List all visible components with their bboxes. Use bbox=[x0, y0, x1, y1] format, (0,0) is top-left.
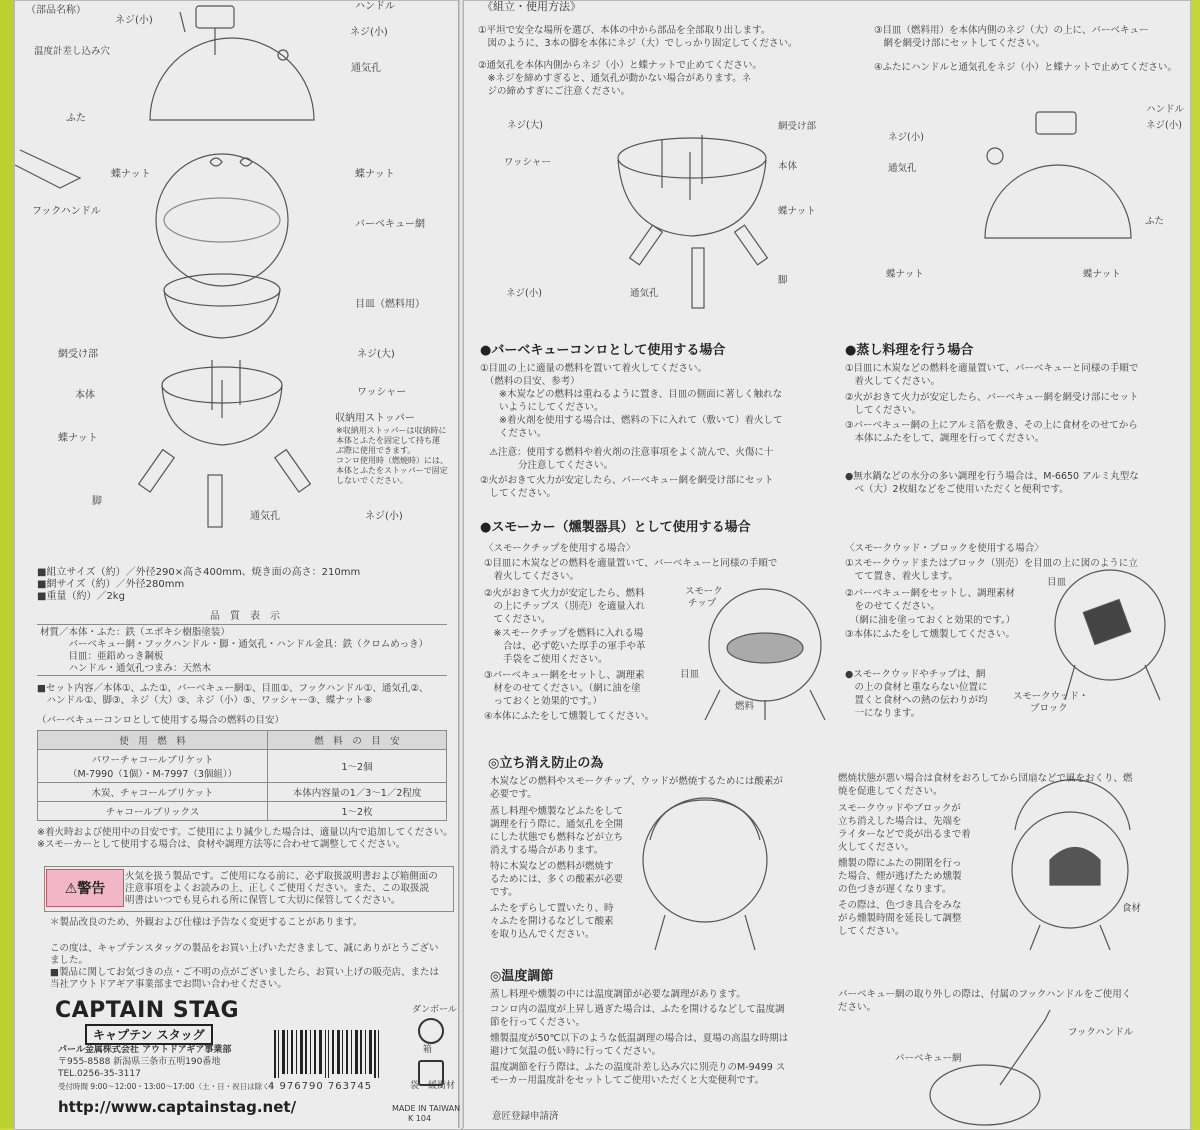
product-code: K 104 bbox=[408, 1114, 432, 1123]
change-note: ＊製品改良のため、外観および仕様は予告なく変更することがあります。 bbox=[50, 917, 363, 928]
fire-line-8: るためには、多くの酸素が必要 bbox=[490, 874, 624, 885]
fire-right-line-8: た場合、煙が逃げたため燻製 bbox=[838, 871, 962, 882]
wood-line-4: をのせてください。 bbox=[845, 601, 941, 612]
chip-label-chip: チップ bbox=[688, 598, 717, 609]
warning-line-1: 火気を扱う製品です。ご使用になる前に、必ず取扱説明書および箱側面の bbox=[125, 871, 438, 882]
wood-line-3: ②バーベキュー網をセットし、調理素材 bbox=[845, 588, 1016, 599]
step3-line-2: 網を網受け部にセットしてください。 bbox=[874, 38, 1046, 49]
leg-illustration bbox=[139, 450, 175, 492]
warning-line-3: 明書はいつでも見られる所に保管して大切に保管してください。 bbox=[125, 895, 401, 906]
quality-line-4: ハンドル・通気孔つまみ：天然木 bbox=[40, 663, 212, 674]
fire-right-line-6: 火してください。 bbox=[838, 842, 915, 853]
set-contents-2: ハンドル①、脚③、ネジ（大）③、ネジ（小）⑤、ワッシャー③、蝶ナット⑧ bbox=[37, 695, 373, 706]
steam-line-9: べ（大）2枚組などをご使用いただくと便利です。 bbox=[845, 484, 1069, 495]
bbq-line-2: （燃料の目安、参考） bbox=[480, 376, 580, 387]
label-wingnut-right: 蝶ナット bbox=[355, 169, 395, 180]
wood-line-11: 一になります。 bbox=[845, 708, 921, 719]
step3-line-1: ③目皿（燃料用）を本体内側のネジ（大）の上に、バーベキュー bbox=[874, 25, 1149, 36]
wood-line-1: ①スモークウッドまたはブロック（別売）を目皿の上に図のように立 bbox=[845, 558, 1138, 569]
recycle-icon bbox=[418, 1018, 444, 1044]
step2-line-3: ジの締めすぎにご注意ください。 bbox=[478, 86, 631, 97]
mid-label-neji-large: ネジ(大) bbox=[507, 120, 543, 131]
bbq-line-8: 分注意してください。 bbox=[480, 460, 614, 471]
company-hours: 受付時間 9:00〜12:00・13:00〜17:00（土・日・祝日は除く） bbox=[58, 1082, 278, 1091]
right-label-neji-small-b: ネジ(小) bbox=[888, 132, 924, 143]
bbq-line-1: ①目皿の上に適量の燃料を置いて着火してください。 bbox=[480, 363, 708, 374]
right-label-wingnut-b: 蝶ナット bbox=[1083, 269, 1121, 280]
label-grate: 目皿（燃料用） bbox=[355, 299, 425, 310]
temp-line-6: 温度調節を行う際は、ふたの温度計差し込み穴に別売りのM-9499 ス bbox=[490, 1062, 786, 1073]
thanks-line-1: この度は、キャプテンスタッグの製品をお買い上げいただきまして、誠にありがとうござい bbox=[50, 943, 439, 954]
label-body: 本体 bbox=[75, 390, 95, 401]
step2-line-2: ※ネジを締めすぎると、通気孔が動かない場合があります。ネ bbox=[478, 73, 752, 84]
right-label-neji-small-a: ネジ(小) bbox=[1146, 120, 1182, 131]
fire-right-line-1: 燃焼状態が悪い場合は食材をおろしてから団扇などで風をおくり、燃 bbox=[838, 773, 1133, 784]
right-label-handle: ハンドル bbox=[1146, 104, 1185, 115]
temp-line-4: 燻製温度が50℃以下のような低温調理の場合は、夏場の高温な時期は bbox=[490, 1033, 789, 1044]
mid-label-washer: ワッシャー bbox=[504, 157, 551, 168]
bbq-line-6: ください。 bbox=[480, 428, 547, 439]
fuel-amount-cell: 1〜2個 bbox=[268, 750, 447, 783]
steam-line-5: ③バーベキュー網の上にアルミ箔を敷き、その上に食材をのせてから bbox=[845, 420, 1138, 431]
quality-line-2: バーベキュー網・フックハンドル・脚・通気孔・ハンドル金具：鉄（クロムめっき） bbox=[40, 639, 429, 650]
fire-line-1: 木炭などの燃料やスモークチップ、ウッドが燃焼するためには酸素が bbox=[490, 776, 783, 787]
fire-line-12: を取り込んでください。 bbox=[490, 929, 595, 940]
label-net-rest: 網受け部 bbox=[58, 349, 98, 360]
label-hook-handle: フックハンドル bbox=[32, 206, 101, 217]
temp-line-7: モーカー用温度計をセットしてご使用いただくと大変便利です。 bbox=[490, 1075, 765, 1086]
steam-section-title: ●蒸し料理を行う場合 bbox=[845, 343, 974, 358]
bbq-line-10: してください。 bbox=[480, 488, 557, 499]
warning-line-2: 注意事項をよくお読みの上、正しくご使用ください。また、この取扱説 bbox=[125, 883, 430, 894]
fire-right-line-3: スモークウッドやブロックが bbox=[838, 803, 961, 814]
net-label-hook: フックハンドル bbox=[1068, 1027, 1134, 1038]
wood-line-10: 置くと食材への熱の伝わりが均 bbox=[845, 695, 988, 706]
fire-line-11: 々ふたを開けるなどして酸素 bbox=[490, 916, 614, 927]
temp-section-title: ◎温度調節 bbox=[490, 969, 554, 984]
fire-line-3: 蒸し料理や燻製などふたをして bbox=[490, 806, 624, 817]
brand-kana: キャプテン スタッグ bbox=[85, 1024, 213, 1045]
label-neji-small: ネジ(小) bbox=[115, 15, 153, 26]
spec-assembled-size: ■組立サイズ（約）／外径290×高さ400mm、焼き面の高さ：210mm bbox=[37, 567, 361, 578]
bbq-section-title: ●バーベキューコンロとして使用する場合 bbox=[480, 343, 726, 358]
chip-line-6: ※スモークチップを燃料に入れる場 bbox=[484, 628, 644, 639]
thanks-line-2: ました。 bbox=[50, 955, 89, 966]
set-contents: ■セット内容／本体①、ふた①、バーベキュー網①、目皿①、フックハンドル①、通気孔②、 bbox=[37, 683, 429, 694]
chip-line-12: ④本体にふたをして燻製してください。 bbox=[484, 711, 655, 722]
fire-right-line-7: 燻製の際にふたの開閉を行っ bbox=[838, 858, 962, 869]
mid-label-net-rest: 網受け部 bbox=[778, 121, 817, 132]
fire-section-title: ◎立ち消え防止の為 bbox=[488, 756, 604, 771]
chip-label-grate: 目皿 bbox=[680, 669, 700, 680]
temp-line-2: コンロ内の温度が上昇し過ぎた場合は、ふたを開けるなどして温度調 bbox=[490, 1004, 785, 1015]
step4-line: ④ふたにハンドルと通気孔をネジ（小）と蝶ナットで止めてください。 bbox=[874, 62, 1177, 73]
table-row bbox=[38, 750, 447, 783]
table-row bbox=[38, 783, 447, 802]
bbq-line-3: ※木炭などの燃料は重ねるように置き、目皿の側面に著しく触れな bbox=[480, 389, 783, 400]
temp-line-5: 避けて気温の低い時に行ってください。 bbox=[490, 1046, 662, 1057]
chip-line-4: の上にチップス（別売）を適量入れ bbox=[484, 601, 645, 612]
chip-line-5: てください。 bbox=[484, 614, 551, 625]
smoker-section-title: ●スモーカー（燻製器具）として使用する場合 bbox=[480, 520, 751, 535]
fire-line-10: ふたをずらして置いたり、時 bbox=[490, 903, 614, 914]
fire-line-9: です。 bbox=[490, 887, 518, 898]
fuel-table bbox=[37, 730, 447, 821]
step2-line-1: ②通気孔を本体内側からネジ（小）と蝶ナットで止めてください。 bbox=[478, 60, 762, 71]
label-handle: ハンドル bbox=[355, 1, 395, 12]
fire-right-line-9: の色づきが遅くなります。 bbox=[838, 884, 952, 895]
wood-label-block: ブロック bbox=[1030, 703, 1068, 714]
food-label: 食材 bbox=[1122, 903, 1142, 914]
net-label-net: バーベキュー網 bbox=[895, 1053, 962, 1064]
label-neji-small-bottom: ネジ(小) bbox=[365, 511, 403, 522]
recycle-box-label: 箱 bbox=[423, 1045, 433, 1055]
bbq-line-4: いようにしてください。 bbox=[480, 402, 604, 413]
fuel-header-amount: 燃 料 の 目 安 bbox=[268, 731, 447, 750]
mid-label-leg: 脚 bbox=[778, 275, 788, 286]
temp-line-3: 節を行ってください。 bbox=[490, 1017, 586, 1028]
mid-label-vent: 通気孔 bbox=[630, 288, 659, 299]
made-in: MADE IN TAIWAN bbox=[392, 1104, 461, 1113]
chip-line-7: 合は、必ず乾いた厚手の軍手や革 bbox=[484, 641, 646, 652]
chip-line-10: 材をのせてください。（網に油を塗 bbox=[484, 683, 641, 694]
label-washer: ワッシャー bbox=[357, 387, 407, 398]
fuel-header-fuel: 使 用 燃 料 bbox=[38, 731, 268, 750]
grate-illustration bbox=[164, 274, 280, 306]
temp-line-1: 蒸し料理や燻製の中には温度調節が必要な調理があります。 bbox=[490, 989, 746, 1000]
step1-line-1: ①平坦で安全な場所を選び、本体の中から部品を全部取り出します。 bbox=[478, 25, 771, 36]
thanks-line-4: 当社アウトドアギア事業部までお問い合わせください。 bbox=[50, 979, 287, 990]
wood-line-6: ③本体にふたをして燻製してください。 bbox=[845, 629, 1016, 640]
steam-line-8: ●無水鍋などの水分の多い調理を行う場合は、M-6650 アルミ丸型な bbox=[845, 471, 1139, 482]
label-vent: 通気孔 bbox=[351, 63, 381, 74]
wood-line-9: の上の食材と重ならない位置に bbox=[845, 682, 988, 693]
chip-line-3: ②火がおきて火力が安定したら、燃料 bbox=[484, 588, 645, 599]
chip-line-8: 手袋をご使用ください。 bbox=[484, 654, 608, 665]
website-url: http://www.captainstag.net/ bbox=[58, 1098, 297, 1116]
barcode-number: 4 976790 763745 bbox=[268, 1081, 373, 1092]
steam-line-2: 着火してください。 bbox=[845, 376, 941, 387]
company-name: パール金属株式会社 アウトドアギア事業部 bbox=[58, 1045, 232, 1055]
warning-badge: ⚠警告 bbox=[46, 869, 124, 907]
label-bbq-net: バーベキュー網 bbox=[355, 219, 425, 230]
wood-label-grate: 目皿 bbox=[1047, 577, 1067, 588]
wood-line-2: てて置き、着火します。 bbox=[845, 571, 958, 582]
right-label-wingnut-a: 蝶ナット bbox=[886, 269, 924, 280]
fire-line-7: 特に木炭などの燃料が燃焼す bbox=[490, 861, 614, 872]
right-label-vent: 通気孔 bbox=[888, 163, 917, 174]
net-remove-line-2: ださい。 bbox=[838, 1002, 877, 1013]
step1-line-2: 図のように、3本の脚を本体にネジ（大）でしっかり固定してください。 bbox=[478, 38, 798, 49]
fire-line-4: 調理を行う際に、通気孔を全開 bbox=[490, 819, 624, 830]
fire-line-2: 必要です。 bbox=[490, 789, 537, 800]
recycle-bag-label: 袋・緩衝材 bbox=[410, 1081, 456, 1091]
parts-title-cut: （部品名称） bbox=[26, 5, 86, 16]
fuel-cell: パワーチャコールブリケット （M-7990（1個）・M-7997（3個組）） bbox=[38, 750, 268, 783]
company-address: 〒955-8588 新潟県三条市五明190番地 bbox=[58, 1057, 221, 1067]
lid-illustration bbox=[150, 38, 314, 120]
steam-line-6: 本体にふたをして、調理を行ってください。 bbox=[845, 433, 1045, 444]
bbq-line-7: ⚠注意：使用する燃料や着火剤の注意事項をよく読んで、火傷に十 bbox=[480, 447, 774, 458]
wood-label-wood: スモークウッド・ bbox=[1013, 691, 1089, 702]
fuel-table-title: （バーベキューコンロとして使用する場合の燃料の目安） bbox=[37, 715, 285, 726]
fire-right-line-4: 立ち消えした場合は、先端を bbox=[838, 816, 962, 827]
quality-line-3: 目皿：亜鉛めっき鋼板 bbox=[40, 651, 164, 662]
chip-line-9: ③バーベキュー網をセットし、調理素 bbox=[484, 670, 645, 681]
chip-label-smoke: スモーク bbox=[685, 586, 723, 597]
label-wingnut-left: 蝶ナット bbox=[111, 169, 151, 180]
chip-subtitle: 〈スモークチップを使用する場合〉 bbox=[484, 543, 636, 554]
label-thermo-hole: 温度計差し込み穴 bbox=[34, 46, 111, 57]
label-wingnut-body: 蝶ナット bbox=[58, 433, 98, 444]
net-remove-illustration bbox=[930, 1065, 1040, 1125]
label-stopper: 収納用ストッパー bbox=[335, 413, 415, 424]
fuel-note-1: ※着火時および使用中の目安です。ご使用により減少した場合は、適量以内で追加してください。 bbox=[37, 827, 453, 838]
quality-line-1: 材質／本体・ふた：鉄（エポキシ樹脂塗装） bbox=[40, 627, 230, 638]
chip-label-fuel: 燃料 bbox=[735, 701, 755, 712]
steam-line-1: ①目皿に木炭などの燃料を適量置いて、バーベキューと同様の手順で bbox=[845, 363, 1139, 374]
label-lid: ふた bbox=[66, 113, 86, 124]
label-neji-large: ネジ(大) bbox=[357, 349, 395, 360]
fire-right-line-12: してください。 bbox=[838, 926, 905, 937]
hook-handle-illustration bbox=[15, 150, 80, 188]
steam-line-3: ②火がおきて火力が安定したら、バーベキュー網を網受け部にセット bbox=[845, 392, 1139, 403]
handle-illustration bbox=[196, 6, 234, 28]
fuel-amount-cell: 本体内容量の1／3〜1／2程度 bbox=[268, 783, 447, 802]
wood-line-8: ●スモークウッドやチップは、網 bbox=[845, 669, 986, 680]
fire-right-line-5: ライターなどで炎が出るまで着 bbox=[838, 829, 971, 840]
quality-title: 品 質 表 示 bbox=[210, 611, 280, 622]
wood-subtitle: 〈スモークウッド・ブロックを使用する場合〉 bbox=[845, 543, 1044, 554]
net-remove-line-1: バーベキュー網の取り外しの際は、付属のフックハンドルをご使用く bbox=[838, 989, 1132, 1000]
fuel-cell: チャコールブリックス bbox=[38, 802, 268, 821]
company-tel: TEL.0256-35-3117 bbox=[58, 1069, 141, 1079]
label-vent-bottom: 通気孔 bbox=[250, 511, 280, 522]
mid-label-wingnut: 蝶ナット bbox=[778, 206, 816, 217]
fire-line-6: 消えする場合があります。 bbox=[490, 845, 604, 856]
thanks-line-3: ■製品に関してお気づきの点・ご不明の点がございましたら、お買い上げの販売店、または bbox=[50, 967, 439, 978]
fire-right-line-2: 焼を促進してください。 bbox=[838, 786, 943, 797]
fuel-amount-cell: 1〜2枚 bbox=[268, 802, 447, 821]
bbq-line-9: ②火がおきて火力が安定したら、バーベキュー網を網受け部にセット bbox=[480, 475, 774, 486]
mid-label-body: 本体 bbox=[778, 161, 798, 172]
chip-line-11: っておくと効果的です。） bbox=[484, 696, 602, 707]
spec-weight: ■重量（約）／2kg bbox=[37, 591, 125, 602]
fire-right-line-11: がら燻製時間を延長して調整 bbox=[838, 913, 962, 924]
vent-illustration bbox=[278, 50, 288, 60]
right-label-lid: ふた bbox=[1145, 216, 1165, 227]
assembly-title: 《組立・使用方法》 bbox=[482, 0, 581, 13]
fuel-note-2: ※スモーカーとして使用する場合は、食材や調理方法等に合わせて調整してください。 bbox=[37, 839, 406, 850]
label-leg: 脚 bbox=[92, 496, 102, 507]
mid-body-illustration bbox=[618, 138, 766, 178]
right-lid-illustration bbox=[985, 165, 1131, 238]
fuel-cell: 木炭、チャコールブリケット bbox=[38, 783, 268, 802]
wood-line-5: （網に油を塗っておくと効果的です。） bbox=[845, 615, 1016, 626]
design-registration: 意匠登録申請済 bbox=[492, 1111, 559, 1122]
steam-line-4: してください。 bbox=[845, 405, 922, 416]
label-neji-small-2: ネジ(小) bbox=[350, 27, 388, 38]
cardboard-mark-label: ダンボール bbox=[412, 1005, 457, 1015]
wingnut-illustration bbox=[210, 158, 252, 166]
barcode bbox=[270, 1030, 390, 1086]
grill-smoking-illustration bbox=[1015, 780, 1130, 830]
chip-line-1: ①目皿に木炭などの燃料を適量置いて、バーベキューと同様の手順で bbox=[484, 558, 778, 569]
brand-logo: CAPTAIN STAG bbox=[55, 998, 240, 1023]
fire-line-5: にした状態でも燃料などが立ち bbox=[490, 832, 624, 843]
spec-net-size: ■網サイズ（約）／外径280mm bbox=[37, 579, 185, 590]
fire-right-line-10: その際は、色づき具合をみな bbox=[838, 900, 962, 911]
bbq-net-illustration bbox=[156, 154, 288, 286]
table-row bbox=[38, 802, 447, 821]
stopper-note: ※収納用ストッパーは収納時に 本体とふたを固定して持ち運 ぶ際に使用できます。 コンロ使用時（燃焼時）には、 本体とふたをストッパーで固定 しないでください。 bbox=[336, 426, 448, 485]
bbq-line-5: ※着火剤を使用する場合は、燃料の下に入れて（敷いて）着火して bbox=[480, 415, 783, 426]
mid-label-neji-small: ネジ(小) bbox=[506, 288, 542, 299]
chip-line-2: 着火してください。 bbox=[484, 571, 580, 582]
